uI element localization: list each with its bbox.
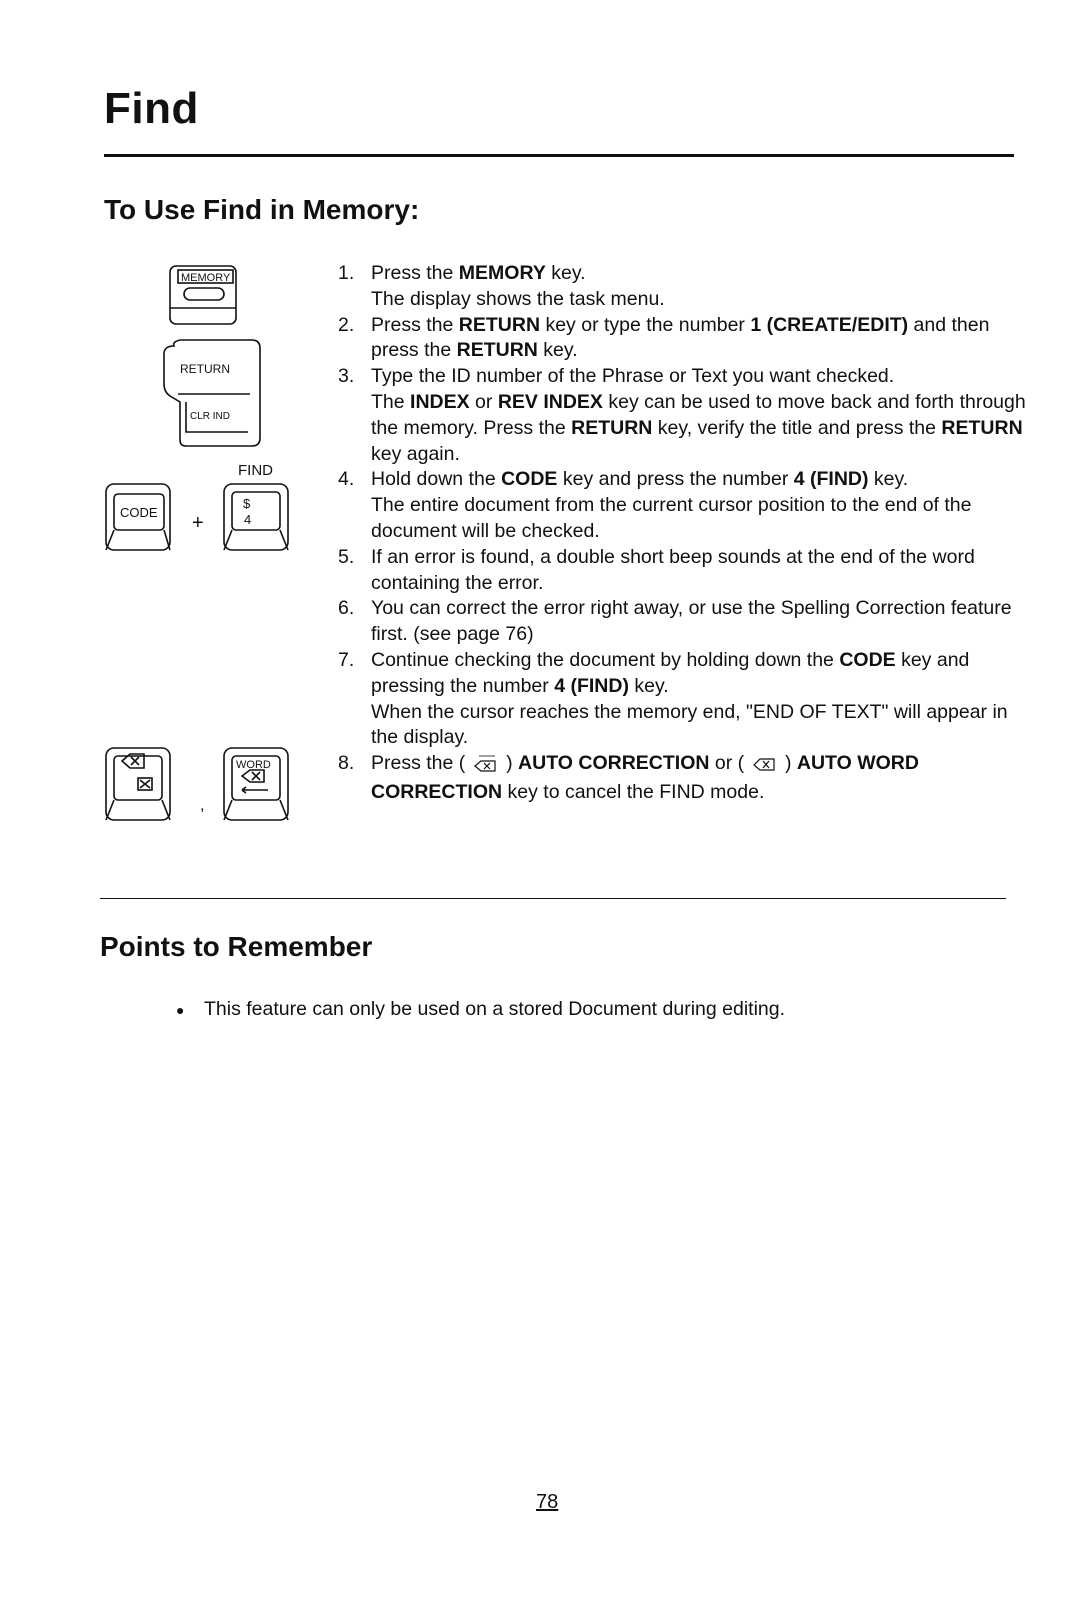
bullet-icon: ●: [176, 1002, 185, 1018]
step-number: 7.: [338, 648, 355, 671]
section-divider: [100, 898, 1006, 899]
comma-separator: ,: [200, 797, 205, 814]
step-text: [371, 261, 1028, 313]
key-illustrations: [100, 262, 330, 842]
memory-key-label: MEMORY: [181, 272, 231, 284]
step-text-run: You can correct the error right away, or use the Spelling Correction feature first. (see page 76): [371, 597, 1012, 646]
step-text-run: key or type the number: [540, 313, 751, 336]
clr-ind-key-label: CLR IND: [190, 411, 231, 422]
step-text-run: key again.: [371, 442, 460, 465]
points-heading: Points to Remember: [100, 931, 373, 962]
step-text-run: When the cursor reaches the memory end, "END OF TEXT" will appear in the display.: [371, 700, 1008, 749]
step-6: [338, 596, 1028, 648]
list-item: [176, 998, 785, 1021]
instruction-steps: [338, 261, 1028, 806]
step-text: [371, 545, 1028, 597]
step-text-run: The: [371, 390, 411, 413]
step-text-run: Press the: [371, 313, 459, 336]
step-text-run: The display shows the task menu.: [371, 287, 665, 310]
step-8: [338, 751, 1028, 806]
title-divider: [104, 154, 1014, 157]
step-text-run: If an error is found, a double short beep sounds at the end of the word containing the error.: [371, 545, 975, 594]
step-text-run: key.: [537, 339, 578, 362]
step-text-run: key.: [545, 262, 586, 284]
step-text: [371, 364, 1028, 467]
point-text: This feature can only be used on a stored Document during editing.: [204, 998, 786, 1020]
step-2: [338, 313, 1028, 365]
key-name: CODE: [839, 648, 896, 671]
dollar-key-label: $: [243, 496, 251, 511]
step-4: [338, 467, 1028, 544]
step-text-run: ): [779, 752, 797, 775]
word-key-label: WORD: [236, 759, 271, 771]
delete-correction-key-icon: [106, 748, 170, 820]
key-name: AUTO CORRECTION: [518, 752, 710, 775]
step-7: [338, 648, 1028, 751]
points-list: [176, 998, 785, 1021]
key-name: 4 (FIND): [554, 674, 629, 697]
delete-key-icon: [750, 754, 780, 780]
step-5: [338, 545, 1028, 597]
step-text-run: key and press the number: [557, 468, 794, 491]
step-number: 4.: [338, 468, 355, 491]
step-1: [338, 261, 1028, 313]
step-text-run: or: [469, 390, 498, 413]
step-number: 2.: [338, 313, 355, 336]
key-name: INDEX: [410, 390, 470, 413]
step-text-run: Type the ID number of the Phrase or Text you want checked.: [371, 365, 895, 388]
step-number: 1.: [338, 262, 355, 284]
code-key-label: CODE: [120, 505, 158, 520]
step-text-run: ): [500, 752, 519, 775]
memory-key-icon: [170, 266, 236, 324]
step-text-run: key to cancel the FIND mode.: [502, 780, 765, 803]
step-text-run: key and pressing the number: [371, 648, 970, 697]
step-3: [338, 364, 1028, 467]
section-heading: To Use Find in Memory:: [104, 194, 420, 225]
step-text-run: and then press the: [371, 313, 990, 362]
step-text: [371, 751, 1028, 806]
word-delete-key-icon: [471, 752, 501, 780]
step-text-run: Press the (: [371, 752, 471, 775]
page-title: Find: [104, 84, 199, 133]
key-name: RETURN: [941, 416, 1023, 439]
step-text: [371, 596, 1028, 648]
key-name: RETURN: [571, 416, 653, 439]
step-text-run: key.: [628, 674, 669, 697]
key-name: AUTO WORD CORRECTION: [371, 752, 919, 803]
find-label: FIND: [238, 462, 273, 479]
return-key-label: RETURN: [180, 362, 230, 376]
key-name: RETURN: [456, 339, 538, 362]
step-text: [371, 467, 1028, 544]
page-number: 78: [536, 1491, 559, 1513]
step-text: [371, 313, 1028, 365]
key-name: 1 (CREATE/EDIT): [750, 313, 909, 336]
step-text-run: key.: [868, 468, 909, 491]
step-number: 5.: [338, 545, 355, 568]
find-4-key-icon: [224, 484, 288, 550]
step-text-run: The entire document from the current cursor position to the end of the document will be checked.: [371, 494, 972, 542]
code-key-icon: [106, 484, 170, 550]
step-number: 6.: [338, 597, 355, 620]
key-name: CODE: [501, 468, 558, 491]
key-name: RETURN: [458, 313, 541, 336]
word-delete-key-icon: [224, 748, 288, 820]
plus-sign: +: [192, 512, 204, 534]
step-text-run: Hold down the: [371, 468, 502, 491]
step-text-run: Press the: [371, 262, 459, 284]
step-text-run: or (: [709, 752, 750, 775]
key-name: MEMORY: [458, 262, 546, 284]
step-number: 8.: [338, 752, 355, 775]
key-name: 4 (FIND): [793, 468, 869, 491]
step-text-run: key can be used to move back and forth through the memory. Press the: [371, 390, 1026, 439]
key-name: REV INDEX: [497, 390, 603, 413]
four-key-label: 4: [244, 512, 252, 527]
step-number: 3.: [338, 365, 355, 388]
step-text-run: key, verify the title and press the: [652, 416, 942, 439]
step-text: [371, 648, 1028, 751]
return-key-icon: [164, 340, 260, 446]
step-text-run: Continue checking the document by holding down the: [371, 648, 840, 671]
